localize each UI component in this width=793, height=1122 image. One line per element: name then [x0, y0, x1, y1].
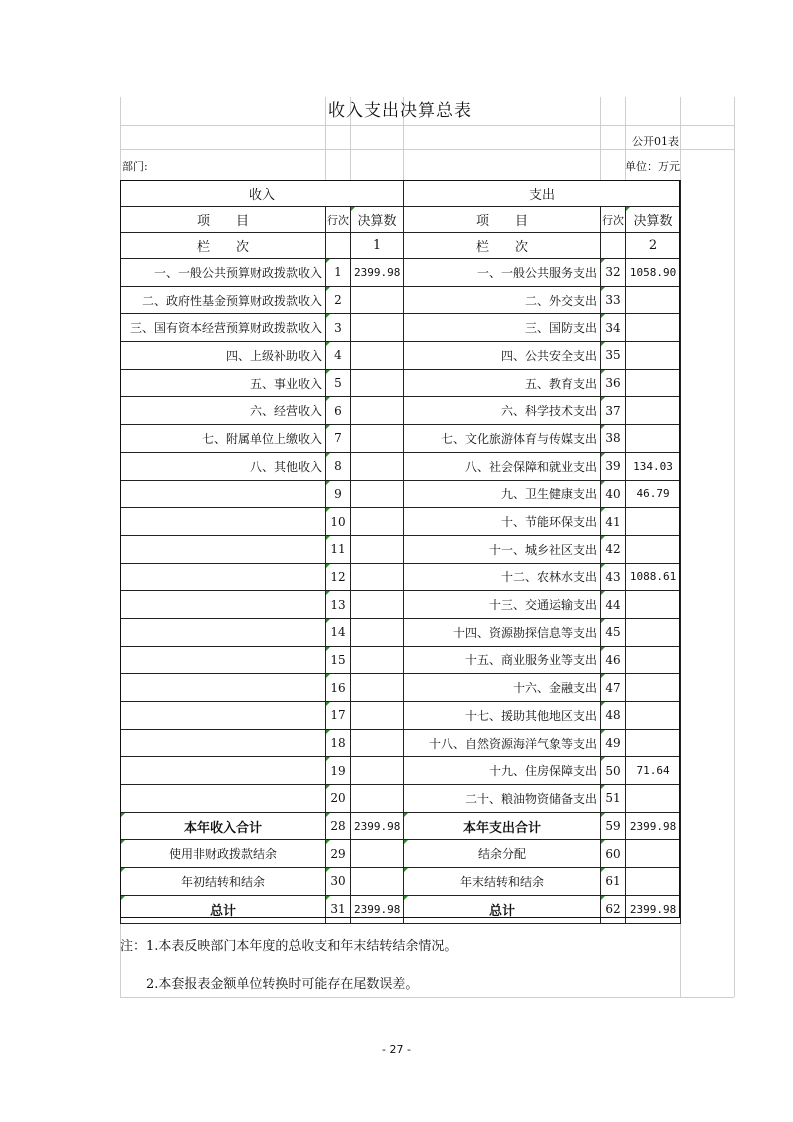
expenditure-amount-cell — [626, 591, 681, 619]
expenditure-item-cell: 五、教育支出 — [404, 369, 601, 397]
income-row-no-cell: 12 — [326, 563, 351, 591]
income-amount-cell — [351, 646, 404, 674]
table-row — [121, 314, 681, 342]
income-row-no-cell: 8 — [326, 452, 351, 480]
income-column-number: 1 — [351, 233, 404, 259]
expenditure-amount-cell — [626, 674, 681, 702]
income-total-amount — [351, 840, 404, 868]
expenditure-row-no-cell: 46 — [601, 646, 626, 674]
expenditure-amount-cell: 134.03 — [626, 452, 681, 480]
expenditure-total-label: 本年支出合计 — [404, 812, 601, 840]
income-item-cell — [121, 508, 326, 536]
expenditure-row-no-cell: 39 — [601, 452, 626, 480]
income-row-no-cell: 7 — [326, 425, 351, 453]
income-item-cell: 六、经营收入 — [121, 397, 326, 425]
expenditure-item-cell: 四、公共安全支出 — [404, 342, 601, 370]
income-row-no-cell: 16 — [326, 674, 351, 702]
income-amount-cell — [351, 618, 404, 646]
income-amount-cell — [351, 286, 404, 314]
table-row — [121, 369, 681, 397]
income-row-no-cell: 20 — [326, 785, 351, 813]
income-item-cell — [121, 702, 326, 730]
expenditure-item-cell: 十二、农林水支出 — [404, 563, 601, 591]
income-total-row-no: 29 — [326, 840, 351, 868]
expenditure-item-cell: 十、节能环保支出 — [404, 508, 601, 536]
page-number: - 27 - — [382, 1043, 411, 1056]
income-row-no-cell: 3 — [326, 314, 351, 342]
expenditure-item-cell: 十九、住房保障支出 — [404, 757, 601, 785]
expenditure-header: 支出 — [404, 181, 681, 207]
income-item-cell: 三、国有资本经营预算财政拨款收入 — [121, 314, 326, 342]
total-row — [121, 895, 681, 923]
income-item-cell: 四、上级补助收入 — [121, 342, 326, 370]
income-item-cell: 一、一般公共预算财政拨款收入 — [121, 259, 326, 287]
expenditure-row-no-cell: 51 — [601, 785, 626, 813]
expenditure-amount-cell: 46.79 — [626, 480, 681, 508]
department-label: 部门: — [122, 160, 148, 173]
expenditure-total-label: 结余分配 — [404, 840, 601, 868]
income-row-no-cell: 4 — [326, 342, 351, 370]
income-amount-cell: 2399.98 — [351, 259, 404, 287]
expenditure-row-no-cell: 40 — [601, 480, 626, 508]
table-row — [121, 618, 681, 646]
income-amount-cell — [351, 702, 404, 730]
expenditure-amount-cell — [626, 618, 681, 646]
expenditure-amount-cell — [626, 369, 681, 397]
expenditure-total-amount — [626, 840, 681, 868]
unit-label: 单位：万元 — [625, 160, 680, 173]
expenditure-item-cell: 二十、粮油物资储备支出 — [404, 785, 601, 813]
expenditure-total-amount: 2399.98 — [626, 895, 681, 923]
table-row — [121, 508, 681, 536]
expenditure-item-cell: 十三、交通运输支出 — [404, 591, 601, 619]
expenditure-row-no-cell: 47 — [601, 674, 626, 702]
expenditure-item-cell: 九、卫生健康支出 — [404, 480, 601, 508]
income-amount-cell — [351, 425, 404, 453]
table-row — [121, 674, 681, 702]
expenditure-item-cell: 六、科学技术支出 — [404, 397, 601, 425]
expenditure-total-amount — [626, 868, 681, 896]
expenditure-amount-cell: 1058.90 — [626, 259, 681, 287]
income-item-header: 项 目 — [121, 207, 326, 233]
expenditure-amount-cell — [626, 646, 681, 674]
income-row-no-cell: 1 — [326, 259, 351, 287]
table-row — [121, 757, 681, 785]
expenditure-total-row-no: 59 — [601, 812, 626, 840]
income-column-label: 栏 次 — [121, 233, 326, 259]
table-row — [121, 259, 681, 287]
income-row-no-cell: 5 — [326, 369, 351, 397]
income-item-cell — [121, 785, 326, 813]
table-row — [121, 646, 681, 674]
income-item-cell — [121, 674, 326, 702]
income-item-cell: 二、政府性基金预算财政拨款收入 — [121, 286, 326, 314]
expenditure-item-cell: 七、文化旅游体育与传媒支出 — [404, 425, 601, 453]
table-row — [121, 591, 681, 619]
income-total-amount: 2399.98 — [351, 895, 404, 923]
expenditure-total-row-no: 60 — [601, 840, 626, 868]
table-row — [121, 535, 681, 563]
expenditure-row-no-cell: 48 — [601, 702, 626, 730]
expenditure-item-cell: 十五、商业服务业等支出 — [404, 646, 601, 674]
table-row — [121, 563, 681, 591]
income-amount-cell — [351, 508, 404, 536]
note-2: 2.本套报表金额单位转换时可能存在尾数误差。 — [120, 977, 419, 992]
income-item-cell — [121, 646, 326, 674]
income-amount-cell — [351, 369, 404, 397]
table-row — [121, 702, 681, 730]
expenditure-row-no-cell: 34 — [601, 314, 626, 342]
expenditure-amount-cell: 1088.61 — [626, 563, 681, 591]
income-row-no-cell: 15 — [326, 646, 351, 674]
expenditure-amount-cell — [626, 535, 681, 563]
budget-table — [120, 180, 681, 924]
income-item-cell — [121, 757, 326, 785]
expenditure-item-cell: 十一、城乡社区支出 — [404, 535, 601, 563]
expenditure-row-no-cell: 41 — [601, 508, 626, 536]
expenditure-column-blank — [601, 233, 626, 259]
income-total-label: 本年收入合计 — [121, 812, 326, 840]
income-amount-cell — [351, 563, 404, 591]
income-total-amount: 2399.98 — [351, 812, 404, 840]
expenditure-total-amount: 2399.98 — [626, 812, 681, 840]
expenditure-total-label: 总计 — [404, 895, 601, 923]
income-item-cell — [121, 480, 326, 508]
income-item-cell — [121, 563, 326, 591]
expenditure-amount-cell — [626, 342, 681, 370]
table-row — [121, 397, 681, 425]
total-row — [121, 812, 681, 840]
expenditure-row-no-cell: 32 — [601, 259, 626, 287]
income-row-no-header: 行次 — [326, 207, 351, 233]
expenditure-amount-cell — [626, 702, 681, 730]
expenditure-row-no-header: 行次 — [601, 207, 626, 233]
total-row — [121, 868, 681, 896]
income-row-no-cell: 13 — [326, 591, 351, 619]
income-row-no-cell: 10 — [326, 508, 351, 536]
income-amount-cell — [351, 397, 404, 425]
expenditure-amount-cell — [626, 729, 681, 757]
expenditure-amount-cell — [626, 286, 681, 314]
income-amount-cell — [351, 757, 404, 785]
income-row-no-cell: 18 — [326, 729, 351, 757]
expenditure-total-label: 年末结转和结余 — [404, 868, 601, 896]
total-row — [121, 840, 681, 868]
expenditure-amount-cell — [626, 425, 681, 453]
income-total-label: 使用非财政拨款结余 — [121, 840, 326, 868]
expenditure-row-no-cell: 43 — [601, 563, 626, 591]
income-row-no-cell: 11 — [326, 535, 351, 563]
income-amount-cell — [351, 674, 404, 702]
expenditure-column-number: 2 — [626, 233, 681, 259]
income-item-cell: 七、附属单位上缴收入 — [121, 425, 326, 453]
note-1: 注：1.本表反映部门本年度的总收支和年末结转结余情况。 — [120, 939, 458, 954]
expenditure-amount-cell — [626, 397, 681, 425]
income-amount-cell — [351, 591, 404, 619]
page-title: 收入支出决算总表 — [328, 101, 472, 121]
income-item-cell — [121, 591, 326, 619]
table-row — [121, 286, 681, 314]
income-item-cell — [121, 618, 326, 646]
expenditure-amount-cell — [626, 785, 681, 813]
income-total-amount — [351, 868, 404, 896]
expenditure-row-no-cell: 45 — [601, 618, 626, 646]
expenditure-item-cell: 三、国防支出 — [404, 314, 601, 342]
expenditure-row-no-cell: 50 — [601, 757, 626, 785]
income-amount-cell — [351, 535, 404, 563]
income-item-cell: 五、事业收入 — [121, 369, 326, 397]
income-row-no-cell: 2 — [326, 286, 351, 314]
income-row-no-cell: 17 — [326, 702, 351, 730]
income-amount-header: 决算数 — [351, 207, 404, 233]
income-item-cell: 八、其他收入 — [121, 452, 326, 480]
expenditure-row-no-cell: 36 — [601, 369, 626, 397]
expenditure-item-cell: 二、外交支出 — [404, 286, 601, 314]
income-row-no-cell: 14 — [326, 618, 351, 646]
income-header: 收入 — [121, 181, 404, 207]
grid-line — [120, 125, 734, 126]
income-total-row-no: 28 — [326, 812, 351, 840]
income-amount-cell — [351, 480, 404, 508]
notes — [120, 935, 457, 1011]
expenditure-total-row-no: 62 — [601, 895, 626, 923]
income-amount-cell — [351, 452, 404, 480]
expenditure-item-cell: 一、一般公共服务支出 — [404, 259, 601, 287]
income-total-label: 总计 — [121, 895, 326, 923]
expenditure-item-header: 项 目 — [404, 207, 601, 233]
form-code: 公开01表 — [632, 135, 679, 148]
expenditure-row-no-cell: 37 — [601, 397, 626, 425]
table-row — [121, 425, 681, 453]
expenditure-row-no-cell: 42 — [601, 535, 626, 563]
income-amount-cell — [351, 785, 404, 813]
expenditure-row-no-cell: 38 — [601, 425, 626, 453]
income-amount-cell — [351, 314, 404, 342]
income-row-no-cell: 19 — [326, 757, 351, 785]
expenditure-item-cell: 十七、援助其他地区支出 — [404, 702, 601, 730]
table-row — [121, 729, 681, 757]
income-row-no-cell: 6 — [326, 397, 351, 425]
expenditure-row-no-cell: 33 — [601, 286, 626, 314]
spreadsheet-page — [120, 97, 735, 997]
expenditure-item-cell: 十六、金融支出 — [404, 674, 601, 702]
income-item-cell — [121, 535, 326, 563]
expenditure-amount-header: 决算数 — [626, 207, 681, 233]
income-total-row-no: 31 — [326, 895, 351, 923]
income-column-blank — [326, 233, 351, 259]
expenditure-item-cell: 十四、资源勘探信息等支出 — [404, 618, 601, 646]
income-amount-cell — [351, 342, 404, 370]
expenditure-amount-cell — [626, 314, 681, 342]
table-row — [121, 785, 681, 813]
expenditure-row-no-cell: 35 — [601, 342, 626, 370]
table-row — [121, 342, 681, 370]
expenditure-item-cell: 十八、自然资源海洋气象等支出 — [404, 729, 601, 757]
income-amount-cell — [351, 729, 404, 757]
grid-line — [120, 149, 734, 150]
expenditure-row-no-cell: 44 — [601, 591, 626, 619]
income-item-cell — [121, 729, 326, 757]
income-total-label: 年初结转和结余 — [121, 868, 326, 896]
expenditure-amount-cell: 71.64 — [626, 757, 681, 785]
table-row — [121, 480, 681, 508]
income-total-row-no: 30 — [326, 868, 351, 896]
expenditure-total-row-no: 61 — [601, 868, 626, 896]
expenditure-item-cell: 八、社会保障和就业支出 — [404, 452, 601, 480]
grid-line — [734, 97, 735, 997]
expenditure-amount-cell — [626, 508, 681, 536]
expenditure-row-no-cell: 49 — [601, 729, 626, 757]
income-row-no-cell: 9 — [326, 480, 351, 508]
table-row — [121, 452, 681, 480]
expenditure-column-label: 栏 次 — [404, 233, 601, 259]
